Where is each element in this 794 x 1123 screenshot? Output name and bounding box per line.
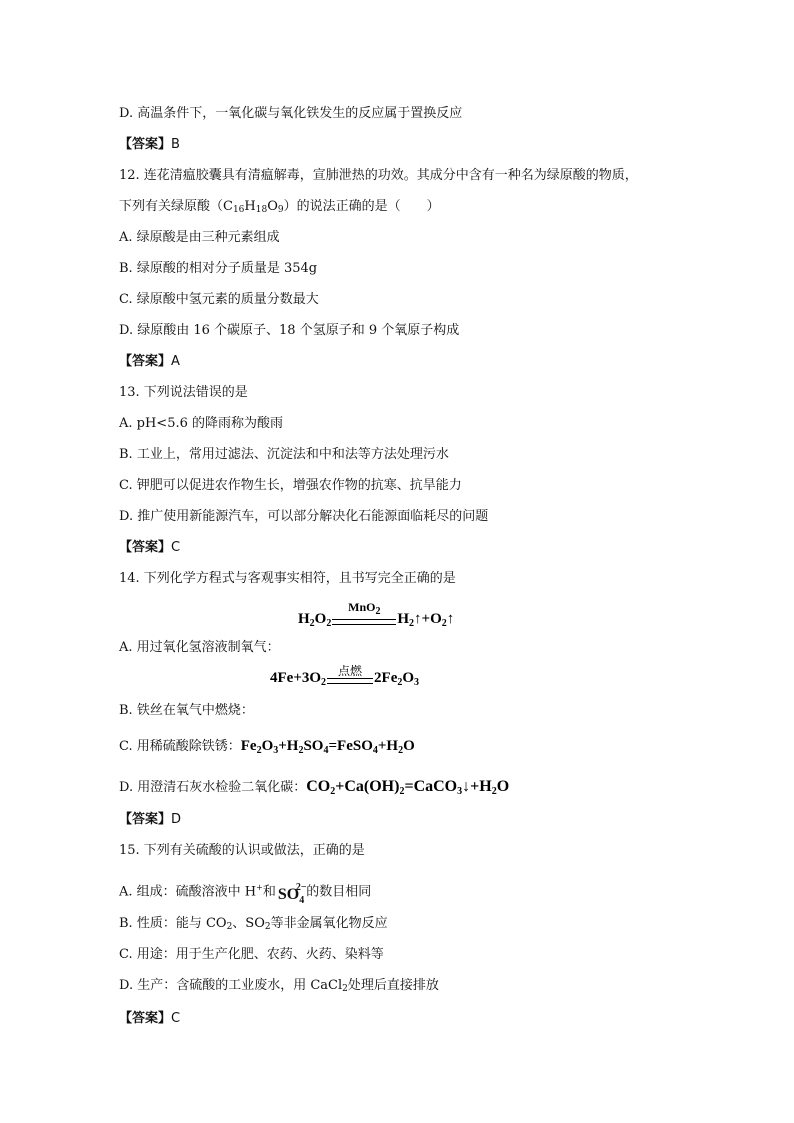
- answer-label: 【答案】: [119, 1011, 172, 1026]
- sulfate-ion: [277, 882, 307, 909]
- q13-answer: [119, 540, 180, 556]
- q14-option-d-text: D. 用澄清石灰水检验二氧化碳：: [119, 780, 307, 795]
- q11-answer: [119, 137, 180, 153]
- q12-stem-after: ）的说法正确的是（ ）: [283, 199, 440, 214]
- q12-option-c: C. 绿原酸中氢元素的质量分数最大: [119, 292, 319, 307]
- q15-b-mid: 、SO: [232, 916, 265, 931]
- q15-a-mid: 和: [262, 884, 276, 900]
- q13-option-c: C. 钾肥可以促进农作物生长，增强农作物的抗寒、抗旱能力: [119, 478, 462, 493]
- q12-option-b: B. 绿原酸的相对分子质量是 354g: [119, 261, 318, 276]
- q14-stem: 14. 下列化学方程式与客观事实相符，且书写完全正确的是: [119, 571, 456, 586]
- eq-a-h2: H: [397, 611, 410, 627]
- q15-d-after: 处理后直接排放: [347, 978, 439, 993]
- q15-option-c: C. 用途：用于生产化肥、农药、火药、染料等: [119, 947, 384, 962]
- q15-stem: 15. 下列有关硫酸的认识或做法，正确的是: [119, 843, 365, 858]
- q15-answer: [119, 1011, 180, 1027]
- q12-stem-line1: 12. 连花清瘟胶囊具有清瘟解毒，宣肺泄热的功效。其成分中含有一种名为绿原酸的物质，: [119, 168, 638, 183]
- q15-a-before: A. 组成：硫酸溶液中 H: [119, 884, 257, 900]
- q14-option-c: [119, 738, 415, 759]
- q14-answer: [119, 812, 181, 828]
- answer-value: C: [171, 1011, 181, 1026]
- q15-option-b: B. 性质：能与 $CO_2$、$SO_2$等非金属氧化物反应: [119, 916, 388, 932]
- q14-option-c-text: C. 用稀硫酸除铁锈：: [119, 739, 241, 754]
- eq-a-catalyst-text: MnO: [348, 600, 376, 614]
- equation-b: $4Fe+3O_2$ 点燃 $2Fe_2O_3$: [270, 664, 420, 688]
- equation-a: $H_2O_2$ MnO$_2$ $H_2↑+O_2↑$: [298, 600, 455, 629]
- q13-stem: 13. 下列说法错误的是: [119, 385, 248, 400]
- q11-option-d: D. 高温条件下，一氧化碳与氧化铁发生的反应属于置换反应: [119, 106, 463, 121]
- formula-h-count: 18: [255, 205, 268, 215]
- q13-option-a: A. pH<5.6 的降雨称为酸雨: [119, 416, 284, 431]
- answer-label: 【答案】: [119, 812, 172, 827]
- q13-option-d: D. 推广使用新能源汽车，可以部分解决化石能源面临耗尽的问题: [119, 509, 489, 524]
- answer-value: C: [171, 540, 181, 555]
- q15-option-a: [119, 880, 371, 909]
- q15-a-after: 的数目相同: [306, 884, 372, 900]
- formula-o: O: [267, 199, 278, 214]
- ion-charge: 2−: [295, 882, 307, 894]
- q14-option-b: B. 铁丝在氧气中燃烧：: [119, 703, 254, 718]
- eq-b-condition: 点燃: [338, 664, 363, 678]
- formula-o-count: 9: [277, 205, 284, 215]
- q12-option-a: A. 绿原酸是由三种元素组成: [119, 230, 280, 245]
- answer-value: A: [171, 354, 180, 369]
- answer-label: 【答案】: [119, 540, 172, 555]
- h-charge: +: [256, 883, 263, 892]
- ion-sub: 4: [299, 895, 305, 907]
- q12-option-d: D. 绿原酸由 16 个碳原子、18 个氢原子和 9 个氧原子构成: [119, 323, 460, 338]
- eq-a-catalyst: MnO$_2$: [348, 600, 381, 617]
- q15-b-before: B. 性质：能与 CO: [119, 916, 227, 931]
- q15-d-before: D. 生产：含硫酸的工业废水，用 CaCl: [119, 978, 343, 993]
- q12-stem-before: 下列有关绿原酸（C: [119, 199, 233, 214]
- equation-c: $Fe_2O_3+H_2SO_4=FeSO_4+H_2O$: [240, 738, 415, 756]
- eq-c-fe: Fe: [240, 738, 257, 754]
- q12-stem-line2: [119, 199, 440, 218]
- eq-a-h: H: [298, 611, 310, 627]
- formula-c-count: 16: [232, 205, 245, 215]
- q15-option-d: D. 生产：含硫酸的工业废水，用 CaCl$_2$处理后直接排放: [119, 978, 439, 994]
- answer-label: 【答案】: [119, 354, 172, 369]
- eq-a-o2: +O: [421, 611, 442, 627]
- formula-h: H: [244, 199, 256, 214]
- q15-b-after: 等非金属氧化物反应: [270, 916, 388, 931]
- answer-value: B: [171, 137, 180, 152]
- eq-b-left: 4Fe+3O: [270, 670, 322, 686]
- ion-base: SO: [277, 886, 300, 904]
- q14-option-d: [119, 779, 509, 800]
- eq-b-right: 2Fe: [374, 670, 398, 686]
- answer-value: D: [171, 812, 182, 827]
- answer-label: 【答案】: [119, 137, 172, 152]
- q14-option-a: A. 用过氧化氢溶液制氧气：: [119, 640, 280, 655]
- equation-d: $CO_2+Ca(OH)_2=CaCO_3↓+H_2O$: [306, 778, 510, 797]
- q12-answer: [119, 354, 180, 370]
- q13-option-b: B. 工业上，常用过滤法、沉淀法和中和法等方法处理污水: [119, 447, 449, 462]
